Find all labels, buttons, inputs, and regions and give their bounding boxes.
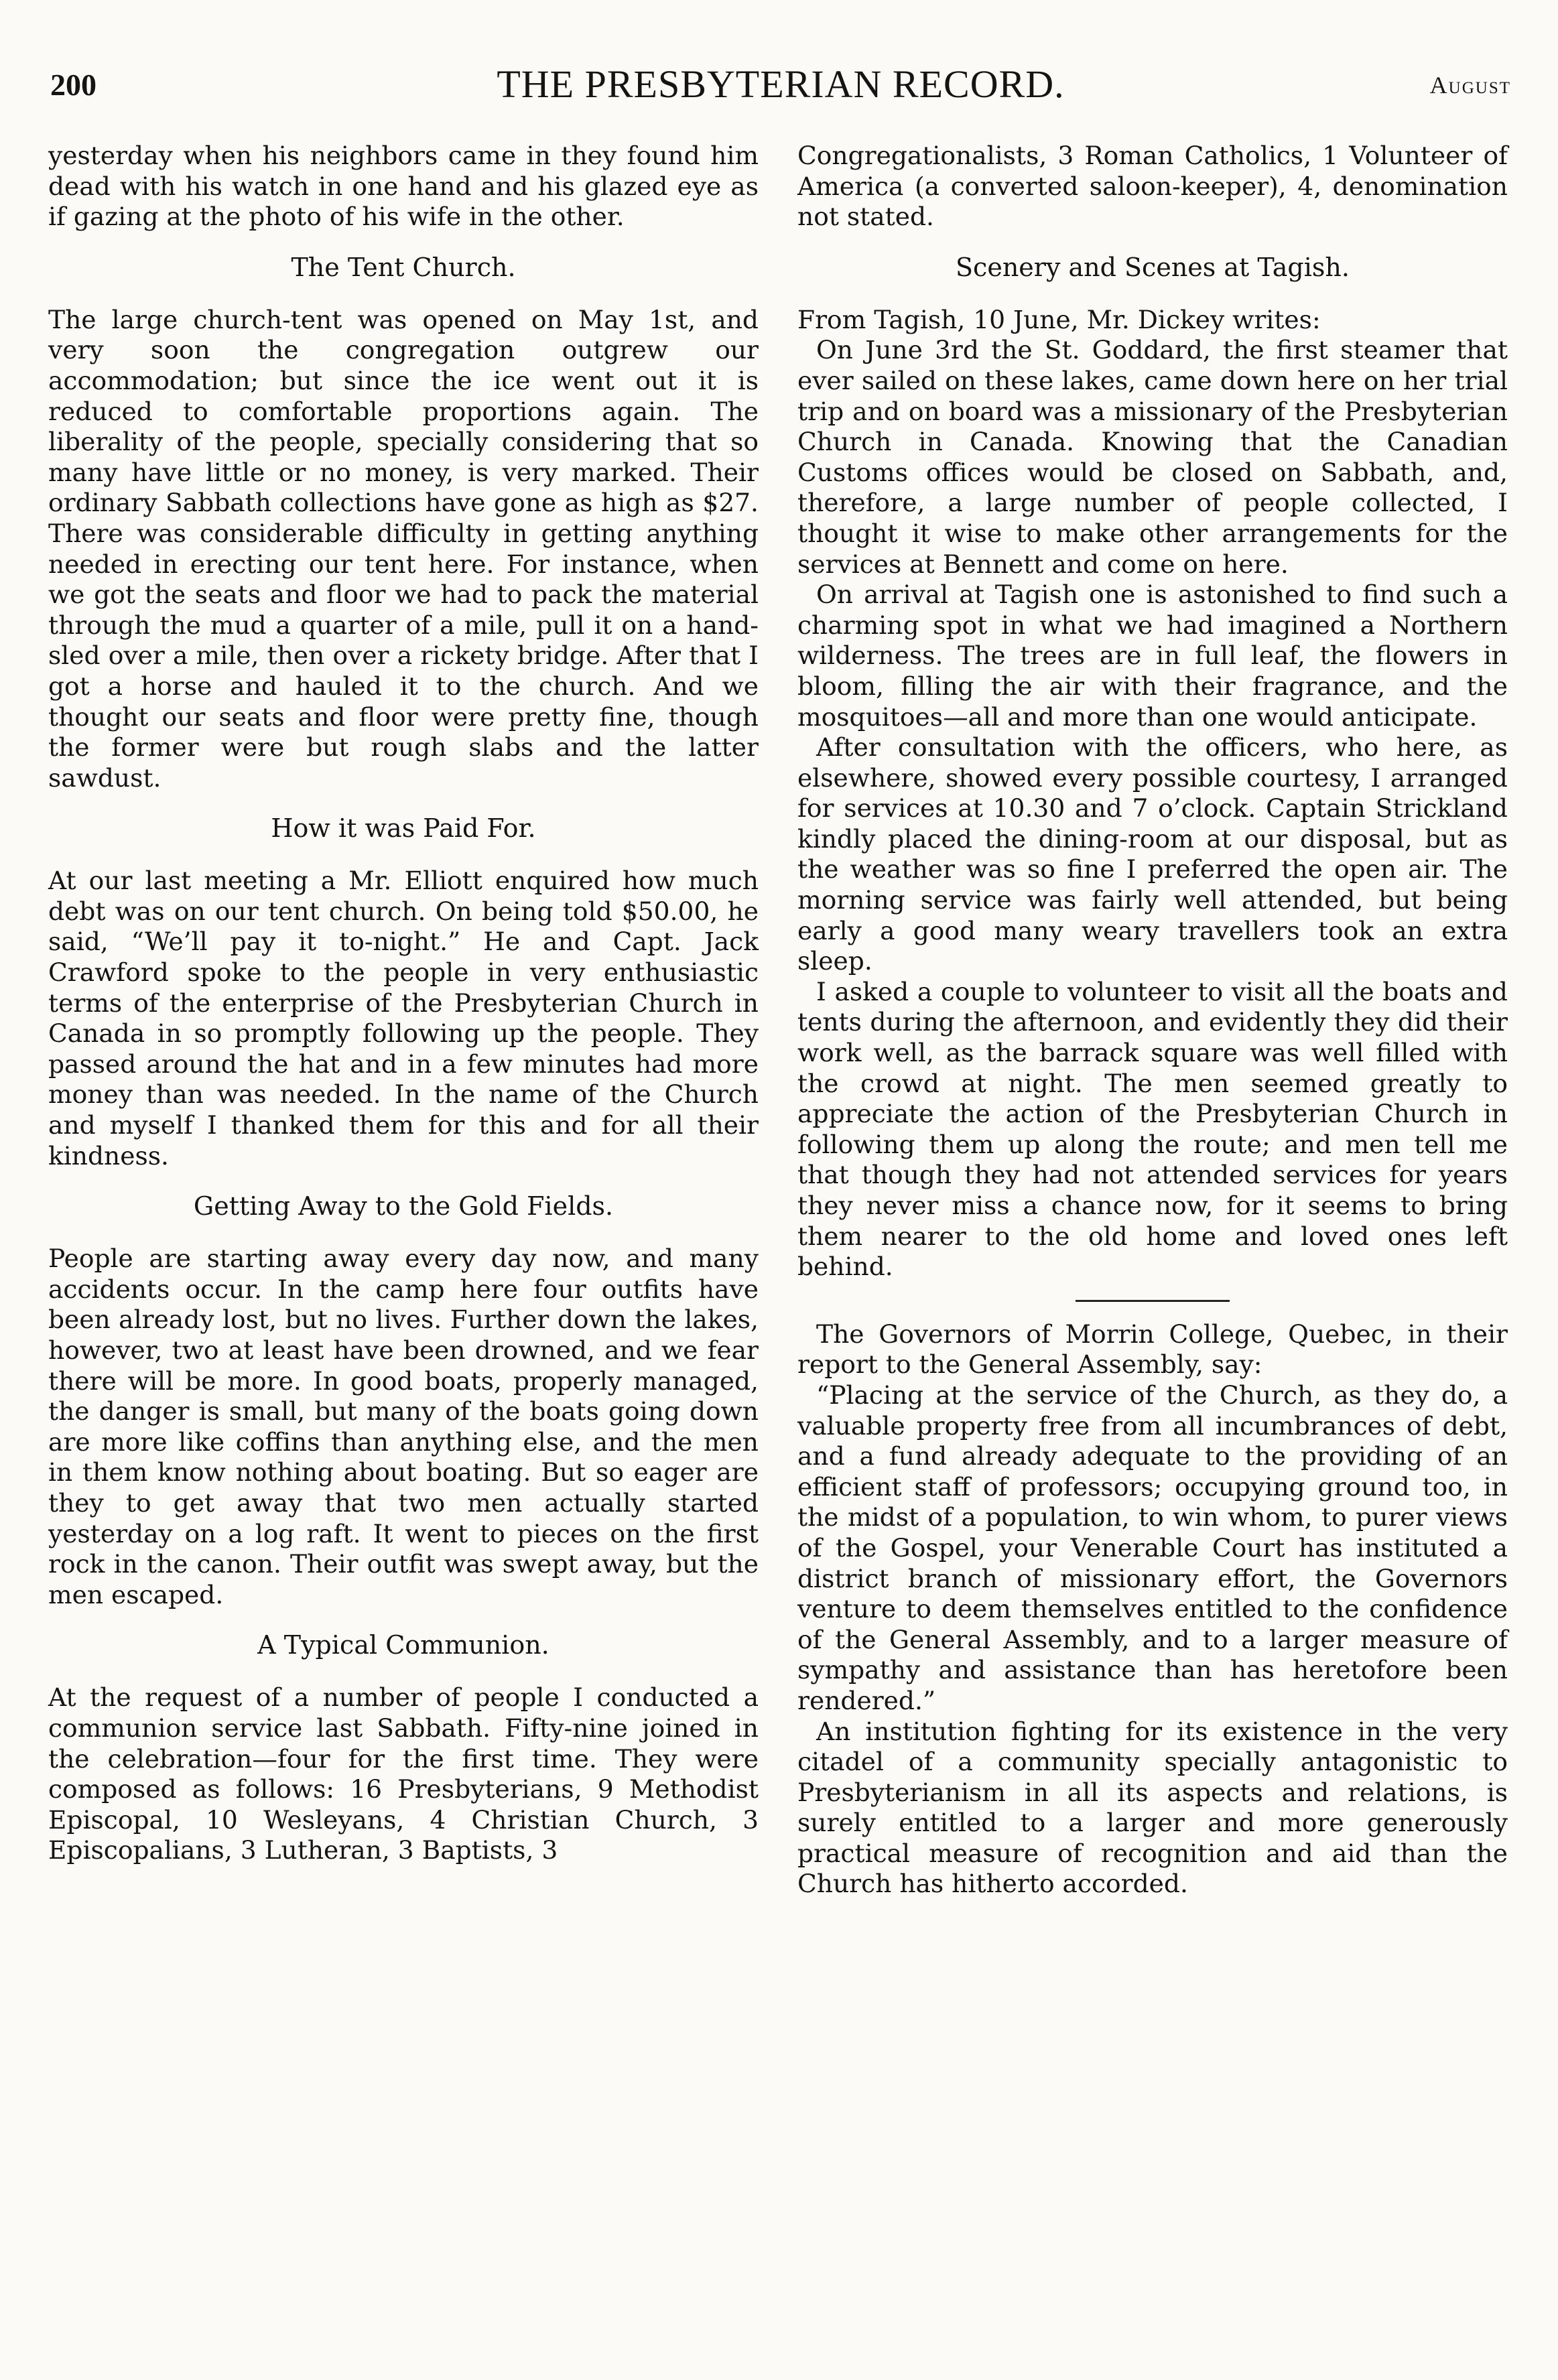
paragraph: From Tagish, 10 June, Mr. Dickey writes: [797, 304, 1321, 334]
section-heading: The Tent Church. [291, 252, 516, 282]
section-heading: A Typical Communion. [257, 1630, 549, 1660]
paragraph: I asked a couple to volunteer to visit all the boats and tents during the afternoon, and evidently they did their work well, as the barrack square was well filled with the crowd at night. The men seemed greatly to appreciate the action of the Presbyterian Church in following them up along the route; and men tell me that though they had not attended services for years they never miss a chance now, for it seems to bring them nearer to the old home and loved ones left behind. [797, 976, 1508, 1282]
quoted-paragraph: “Placing at the service of the Church, as they do, a valuable property free from all incumbrances of debt, and a fund already adequate to the providing of an efficient staff of professors; occupying ground too, in the midst of a population, to win whom, to purer views of the Gospel, your Venerable Court has instituted a district branch of missionary effort, the Governors venture to deem themselves entitled to the confidence of the General Assembly, and to a larger measure of sympathy and assistance than has heretofore been rendered.” [797, 1380, 1508, 1715]
paragraph: The large church-tent was opened on May 1st, and very soon the congregation outgrew our accommodation; but since the ice went out it is reduced to comfortable proportions again. The liberality of the people, specially considering that so many have little or no money, is very marked. Their ordinary Sabbath collections have gone as high as $27. There was considerable difficulty in getting anything needed in erecting our tent here. For instance, when we got the seats and floor we had to pack the material through the mud a quarter of a mile, pull it on a hand-sled over a mile, then over a rickety bridge. After that I got a horse and hauled it to the church. And we thought our seats and floor were pretty fine, though the former were but rough slabs and the latter sawdust. [48, 304, 759, 793]
paragraph: On June 3rd the St. Goddard, the first steamer that ever sailed on these lakes, came down here on her trial trip and on board was a missionary of the Presbyterian Church in Canada. Knowing that the Canadian Customs offices would be closed on Sabbath, and, therefore, a large number of people collected, I thought it wise to make other arrangements for the services at Bennett and come on here. [797, 335, 1508, 579]
section-heading: How it was Paid For. [271, 813, 536, 844]
paragraph: At the request of a number of people I conducted a communion service last Sabbath. Fifty-nine joined in the celebration—four for the first time. They were composed as follows: 16 Presbyterians, 9 Methodist Episcopal, 10 Wesleyans, 4 Christian Church, 3 Episcopalians, 3 Lutheran, 3 Baptists, 3 [48, 1682, 759, 1865]
section-heading: Scenery and Scenes at Tagish. [956, 252, 1350, 282]
paragraph: After consultation with the officers, who here, as elsewhere, showed every possible courtesy, I arranged for services at 10.30 and 7 o’clock. Captain Strickland kindly placed the dining-room at our disposal, but as the weather was so fine I preferred the open air. The morning service was fairly well attended, but being early a good many weary travellers took an extra sleep. [797, 732, 1508, 976]
section-heading: Getting Away to the Gold Fields. [193, 1191, 614, 1221]
paragraph: The Governors of Morrin College, Quebec, in their report to the General Assembly, say: [797, 1319, 1508, 1380]
paragraph: People are starting away every day now, and many accidents occur. In the camp here four outfits have been already lost, but no lives. Further down the lakes, however, two at least have been drowned, and we fear there will be more. In good boats, properly managed, the danger is small, but many of the boats going down are more like coffins than anything else, and the men in them know nothing about boating. But so eager are they to get away that two men actually started yesterday on a log raft. It went to pieces on the first rock in the canon. Their outfit was swept away, but the men escaped. [48, 1244, 759, 1609]
journal-title: THE PRESBYTERIAN RECORD. [497, 62, 1065, 106]
paragraph: Congregationalists, 3 Roman Catholics, 1 Volunteer of America (a converted saloon-keeper), 4, denomination not stated. [797, 141, 1508, 232]
paragraph: On arrival at Tagish one is astonished to find such a charming spot in what we had imagined a Northern wilderness. The trees are in full leaf, the flowers in bloom, filling the air with their fragrance, and the mosquitoes—all and more than one would anticipate. [797, 580, 1508, 732]
page-number: 200 [50, 68, 96, 102]
right-column [797, 141, 1508, 1900]
section-divider [1076, 1300, 1230, 1302]
issue-month: August [1429, 72, 1511, 98]
paragraph: yesterday when his neighbors came in they found him dead with his watch in one hand and his glazed eye as if gazing at the photo of his wife in the other. [48, 141, 759, 232]
page-header [50, 62, 1511, 115]
paragraph: An institution fighting for its existence in the very citadel of a community specially antagonistic to Presbyterianism in all its aspects and relations, is surely entitled to a larger and more generously practical measure of recognition and aid than the Church has hitherto accorded. [797, 1716, 1508, 1899]
left-column [48, 141, 759, 1866]
paragraph: At our last meeting a Mr. Elliott enquired how much debt was on our tent church. On being told $50.00, he said, “We’ll pay it to-night.” He and Capt. Jack Crawford spoke to the people in very enthusiastic terms of the enterprise of the Presbyterian Church in Canada in so promptly following up the people. They passed around the hat and in a few minutes had more money than was needed. In the name of the Church and myself I thanked them for this and for all their kindness. [48, 866, 759, 1171]
